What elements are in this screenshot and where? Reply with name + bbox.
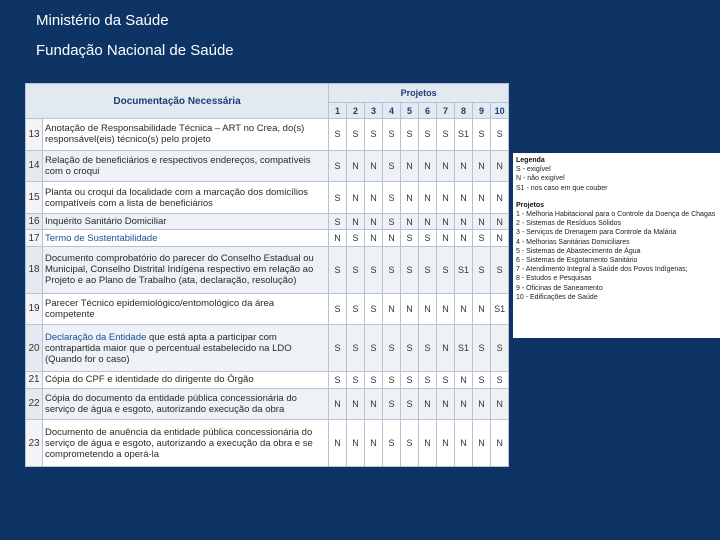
document-description: Inquérito Sanitário Domiciliar bbox=[43, 213, 329, 230]
document-description: Documento comprobatório do parecer do Conselho Estadual ou Municipal, Conselho Distrital Indígena respectivo em relação ao Projeto e ao Plano de Trabalho (ata, declaração, resolução) bbox=[43, 246, 329, 293]
table-row bbox=[26, 150, 509, 182]
document-description: Cópia do CPF e identidade do dirigente do Órgão bbox=[43, 372, 329, 389]
requirement-cell: N bbox=[419, 420, 437, 467]
requirement-cell: S bbox=[437, 119, 455, 151]
requirement-cell: S bbox=[473, 325, 491, 372]
requirement-cell: S bbox=[401, 246, 419, 293]
requirement-cell: S bbox=[491, 119, 509, 151]
requirement-cell: N bbox=[419, 150, 437, 182]
requirement-cell: S bbox=[491, 325, 509, 372]
requirement-cell: S1 bbox=[455, 119, 473, 151]
legend-item: S1 - nos caso em que couber bbox=[516, 184, 608, 192]
requirement-cell: N bbox=[455, 213, 473, 230]
requirement-cell: N bbox=[473, 182, 491, 214]
project-number-header: 1 bbox=[329, 103, 347, 119]
requirement-cell: S1 bbox=[491, 293, 509, 325]
requirement-cell: S bbox=[329, 213, 347, 230]
requirement-cell: S bbox=[401, 372, 419, 389]
header-ministry: Ministério da Saúde bbox=[36, 12, 169, 29]
requirement-cell: S bbox=[347, 293, 365, 325]
requirement-cell: S bbox=[329, 119, 347, 151]
requirement-cell: N bbox=[419, 293, 437, 325]
row-number: 23 bbox=[26, 420, 43, 467]
row-number: 17 bbox=[26, 230, 43, 247]
requirement-cell: N bbox=[401, 293, 419, 325]
requirement-cell: S bbox=[347, 119, 365, 151]
requirement-cell: S bbox=[491, 246, 509, 293]
legend-project-item: 6 - Sistemas de Esgotamento Sanitário bbox=[516, 257, 638, 265]
table-row bbox=[26, 372, 509, 389]
legend-project-item: 4 - Melhorias Sanitárias Domiciliares bbox=[516, 238, 630, 246]
requirement-cell: N bbox=[491, 420, 509, 467]
row-number: 19 bbox=[26, 293, 43, 325]
row-number: 15 bbox=[26, 182, 43, 214]
requirement-cell: S bbox=[347, 372, 365, 389]
requirement-cell: S bbox=[419, 325, 437, 372]
requirement-cell: N bbox=[473, 293, 491, 325]
requirement-cell: S bbox=[383, 213, 401, 230]
column-header-projects: Projetos bbox=[329, 84, 509, 103]
legend-project-item: 5 - Sistemas de Abastecimento de Água bbox=[516, 247, 641, 255]
requirement-cell: S bbox=[383, 150, 401, 182]
requirement-cell: S bbox=[347, 325, 365, 372]
requirement-cell: N bbox=[491, 230, 509, 247]
requirement-cell: N bbox=[419, 182, 437, 214]
table-row bbox=[26, 420, 509, 467]
legend-projects-title: Projetos bbox=[516, 201, 545, 209]
requirement-cell: N bbox=[347, 420, 365, 467]
requirement-cell: N bbox=[437, 230, 455, 247]
requirement-cell: N bbox=[365, 420, 383, 467]
legend-project-item: 7 - Atendimento Integral à Saúde dos Povos Indígenas; bbox=[516, 266, 688, 274]
legend-item: S - exigível bbox=[516, 166, 551, 174]
requirement-cell: N bbox=[419, 213, 437, 230]
requirement-cell: S bbox=[383, 388, 401, 420]
project-number-header: 4 bbox=[383, 103, 401, 119]
row-number: 20 bbox=[26, 325, 43, 372]
table-row bbox=[26, 230, 509, 247]
document-description: Anotação de Responsabilidade Técnica – ART no Crea, do(s) responsável(eis) técnico(s) pelo projeto bbox=[43, 119, 329, 151]
document-description: Documento de anuência da entidade pública concessionária do serviço de água e esgoto, autorizando a execução da obra e se comprometendo a operá-la bbox=[43, 420, 329, 467]
requirement-cell: N bbox=[455, 420, 473, 467]
row-number: 18 bbox=[26, 246, 43, 293]
requirement-cell: S1 bbox=[455, 246, 473, 293]
requirement-cell: S bbox=[437, 246, 455, 293]
project-number-header: 8 bbox=[455, 103, 473, 119]
project-number-header: 9 bbox=[473, 103, 491, 119]
requirement-cell: S bbox=[401, 119, 419, 151]
requirement-cell: S bbox=[329, 182, 347, 214]
legend-project-item: 2 - Sistemas de Resíduos Sólidos bbox=[516, 220, 622, 228]
requirement-cell: N bbox=[329, 230, 347, 247]
requirement-cell: N bbox=[491, 150, 509, 182]
requirement-cell: S bbox=[347, 230, 365, 247]
project-number-header: 7 bbox=[437, 103, 455, 119]
requirement-cell: S bbox=[329, 150, 347, 182]
requirement-cell: S bbox=[383, 119, 401, 151]
requirement-cell: S1 bbox=[455, 325, 473, 372]
requirement-cell: S bbox=[383, 325, 401, 372]
requirement-cell: S bbox=[401, 388, 419, 420]
requirement-cell: S bbox=[383, 372, 401, 389]
requirement-cell: N bbox=[491, 182, 509, 214]
table-row bbox=[26, 119, 509, 151]
project-number-header: 10 bbox=[491, 103, 509, 119]
row-number: 14 bbox=[26, 150, 43, 182]
requirement-cell: N bbox=[401, 150, 419, 182]
requirement-cell: S bbox=[473, 119, 491, 151]
requirement-cell: N bbox=[437, 213, 455, 230]
table-row bbox=[26, 293, 509, 325]
legend-project-item: 10 - Edificações de Saúde bbox=[516, 293, 598, 301]
requirement-cell: N bbox=[365, 388, 383, 420]
requirement-cell: S bbox=[329, 325, 347, 372]
legend-title: Legenda bbox=[516, 157, 545, 164]
requirement-cell: N bbox=[365, 150, 383, 182]
requirement-cell: N bbox=[455, 388, 473, 420]
document-description: Parecer Técnico epidemiológico/entomológico da área competente bbox=[43, 293, 329, 325]
legend-project-item: 9 - Oficinas de Saneamento bbox=[516, 284, 603, 292]
header-foundation: Fundação Nacional de Saúde bbox=[36, 42, 234, 59]
column-header-documentation: Documentação Necessária bbox=[26, 84, 329, 119]
requirement-cell: S bbox=[347, 246, 365, 293]
legend-project-item: 8 - Estudos e Pesquisas bbox=[516, 275, 592, 283]
document-description[interactable]: Termo de Sustentabilidade bbox=[43, 230, 329, 247]
requirement-cell: N bbox=[383, 230, 401, 247]
requirement-cell: N bbox=[437, 293, 455, 325]
requirement-cell: S bbox=[329, 372, 347, 389]
requirement-cell: S bbox=[383, 420, 401, 467]
project-number-header: 5 bbox=[401, 103, 419, 119]
requirement-cell: N bbox=[491, 388, 509, 420]
document-description: Planta ou croqui da localidade com a marcação dos domicílios compatíveis com a lista de beneficiários bbox=[43, 182, 329, 214]
requirement-cell: N bbox=[473, 150, 491, 182]
requirement-cell: N bbox=[491, 213, 509, 230]
requirement-cell: N bbox=[365, 182, 383, 214]
legend-item: N - não exigível bbox=[516, 175, 565, 183]
project-number-header: 3 bbox=[365, 103, 383, 119]
document-description: Declaração da Entidade que está apta a participar com contrapartida maior que o percentual estabelecido na LDO (Quando for o caso) bbox=[43, 325, 329, 372]
row-number: 13 bbox=[26, 119, 43, 151]
requirement-cell: N bbox=[473, 388, 491, 420]
requirement-cell: N bbox=[347, 213, 365, 230]
requirement-cell: N bbox=[401, 213, 419, 230]
table-row bbox=[26, 182, 509, 214]
requirement-cell: N bbox=[437, 182, 455, 214]
entity-declaration-link[interactable]: Declaração da Entidade bbox=[45, 331, 147, 343]
requirement-cell: S bbox=[365, 119, 383, 151]
documentation-table bbox=[25, 83, 509, 467]
requirement-cell: S bbox=[419, 119, 437, 151]
row-number: 16 bbox=[26, 213, 43, 230]
requirement-cell: S bbox=[401, 420, 419, 467]
requirement-cell: S bbox=[491, 372, 509, 389]
requirement-cell: S bbox=[473, 372, 491, 389]
row-number: 22 bbox=[26, 388, 43, 420]
requirement-cell: N bbox=[419, 388, 437, 420]
requirement-cell: N bbox=[455, 230, 473, 247]
requirement-cell: S bbox=[473, 230, 491, 247]
requirement-cell: S bbox=[365, 293, 383, 325]
requirement-cell: S bbox=[473, 246, 491, 293]
requirement-cell: N bbox=[455, 372, 473, 389]
requirement-cell: N bbox=[473, 420, 491, 467]
requirement-cell: N bbox=[347, 182, 365, 214]
requirement-cell: N bbox=[329, 388, 347, 420]
requirement-cell: N bbox=[455, 150, 473, 182]
legend-project-item: 1 - Melhoria Habitacional para o Controle da Doença de Chagas bbox=[516, 211, 716, 219]
requirement-cell: S bbox=[419, 372, 437, 389]
requirement-cell: S bbox=[419, 230, 437, 247]
requirement-cell: N bbox=[455, 293, 473, 325]
legend-panel bbox=[513, 153, 720, 338]
requirement-cell: S bbox=[329, 293, 347, 325]
table-row bbox=[26, 388, 509, 420]
requirement-cell: N bbox=[347, 150, 365, 182]
requirement-cell: S bbox=[383, 182, 401, 214]
requirement-cell: N bbox=[365, 213, 383, 230]
requirement-cell: S bbox=[329, 246, 347, 293]
requirement-cell: S bbox=[365, 246, 383, 293]
table-row bbox=[26, 325, 509, 372]
requirement-cell: N bbox=[473, 213, 491, 230]
project-number-header: 2 bbox=[347, 103, 365, 119]
requirement-cell: N bbox=[437, 420, 455, 467]
requirement-cell: N bbox=[401, 182, 419, 214]
row-number: 21 bbox=[26, 372, 43, 389]
requirement-cell: S bbox=[365, 372, 383, 389]
requirement-cell: S bbox=[401, 325, 419, 372]
table-row bbox=[26, 246, 509, 293]
requirement-cell: S bbox=[437, 372, 455, 389]
requirement-cell: N bbox=[347, 388, 365, 420]
requirement-cell: S bbox=[365, 325, 383, 372]
requirement-cell: N bbox=[329, 420, 347, 467]
document-description: Cópia do documento da entidade pública concessionária do serviço de água e esgoto, autorizando execução da obra bbox=[43, 388, 329, 420]
requirement-cell: N bbox=[365, 230, 383, 247]
requirement-cell: S bbox=[383, 246, 401, 293]
requirement-cell: S bbox=[401, 230, 419, 247]
requirement-cell: N bbox=[383, 293, 401, 325]
legend-project-item: 3 - Serviços de Drenagem para Controle da Malária bbox=[516, 229, 677, 237]
requirement-cell: N bbox=[437, 388, 455, 420]
document-description: Relação de beneficiários e respectivos endereços, compatíveis com o croqui bbox=[43, 150, 329, 182]
project-number-header: 6 bbox=[419, 103, 437, 119]
requirement-cell: S bbox=[419, 246, 437, 293]
requirement-cell: N bbox=[437, 150, 455, 182]
table-row bbox=[26, 213, 509, 230]
requirement-cell: N bbox=[455, 182, 473, 214]
requirement-cell: N bbox=[437, 325, 455, 372]
